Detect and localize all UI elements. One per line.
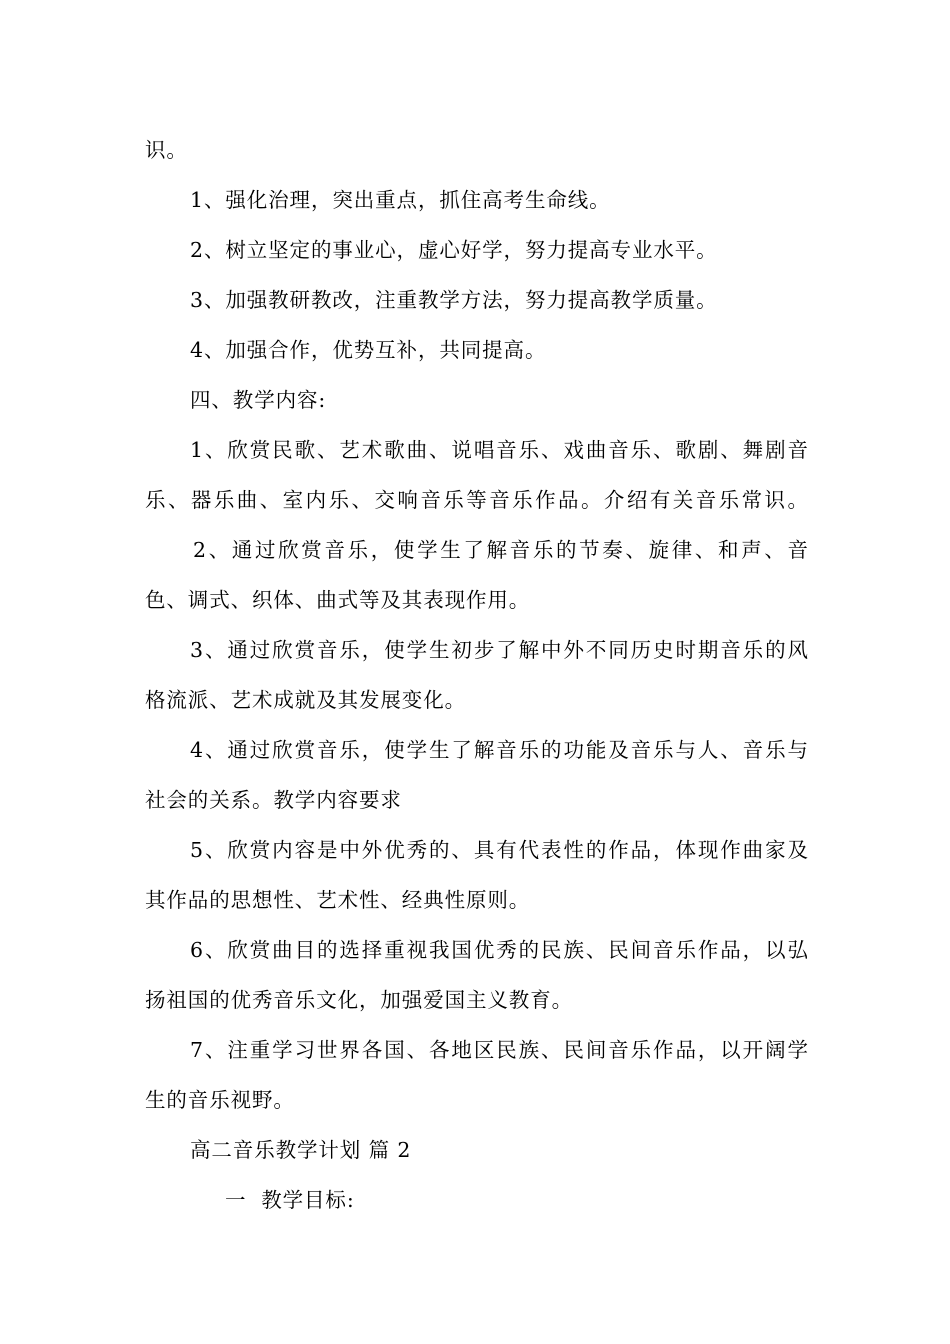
text-line: 1、欣赏民歌、艺术歌曲、说唱音乐、戏曲音乐、歌剧、舞剧音	[190, 438, 808, 462]
text-line: 6、欣赏曲目的选择重视我国优秀的民族、民间音乐作品，以弘	[190, 938, 808, 962]
text-line: 2、树立坚定的事业心，虚心好学，努力提高专业水平。	[190, 238, 718, 262]
section-heading: 四、教学内容:	[190, 388, 327, 412]
text-line: 1、强化治理，突出重点，抓住高考生命线。	[190, 188, 611, 212]
text-line: 其作品的思想性、艺术性、经典性原则。	[145, 888, 531, 912]
section-title: 高二音乐教学计划 篇 2	[190, 1138, 412, 1162]
text-line: 社会的关系。教学内容要求	[145, 788, 402, 812]
text-line: 扬祖国的优秀音乐文化，加强爱国主义教育。	[145, 988, 573, 1012]
text-line: 2、通过欣赏音乐，使学生了解音乐的节奏、旋律、和声、音	[193, 538, 808, 562]
text-line: 生的音乐视野。	[145, 1088, 295, 1112]
text-line: 乐、器乐曲、室内乐、交响音乐等音乐作品。介绍有关音乐常识。	[145, 488, 808, 512]
text-line: 7、注重学习世界各国、各地区民族、民间音乐作品，以开阔学	[190, 1038, 808, 1062]
text-line: 3、通过欣赏音乐，使学生初步了解中外不同历史时期音乐的风	[190, 638, 808, 662]
text-line: 格流派、艺术成就及其发展变化。	[145, 688, 466, 712]
text-line: 4、通过欣赏音乐，使学生了解音乐的功能及音乐与人、音乐与	[190, 738, 808, 762]
section-heading: 一 教学目标:	[225, 1188, 355, 1212]
text-line: 4、加强合作，优势互补，共同提高。	[190, 338, 547, 362]
text-line: 3、加强教研教改，注重教学方法，努力提高教学质量。	[190, 288, 718, 312]
text-line: 识。	[145, 138, 188, 162]
text-line: 色、调式、织体、曲式等及其表现作用。	[145, 588, 531, 612]
text-line: 5、欣赏内容是中外优秀的、具有代表性的作品，体现作曲家及	[190, 838, 808, 862]
